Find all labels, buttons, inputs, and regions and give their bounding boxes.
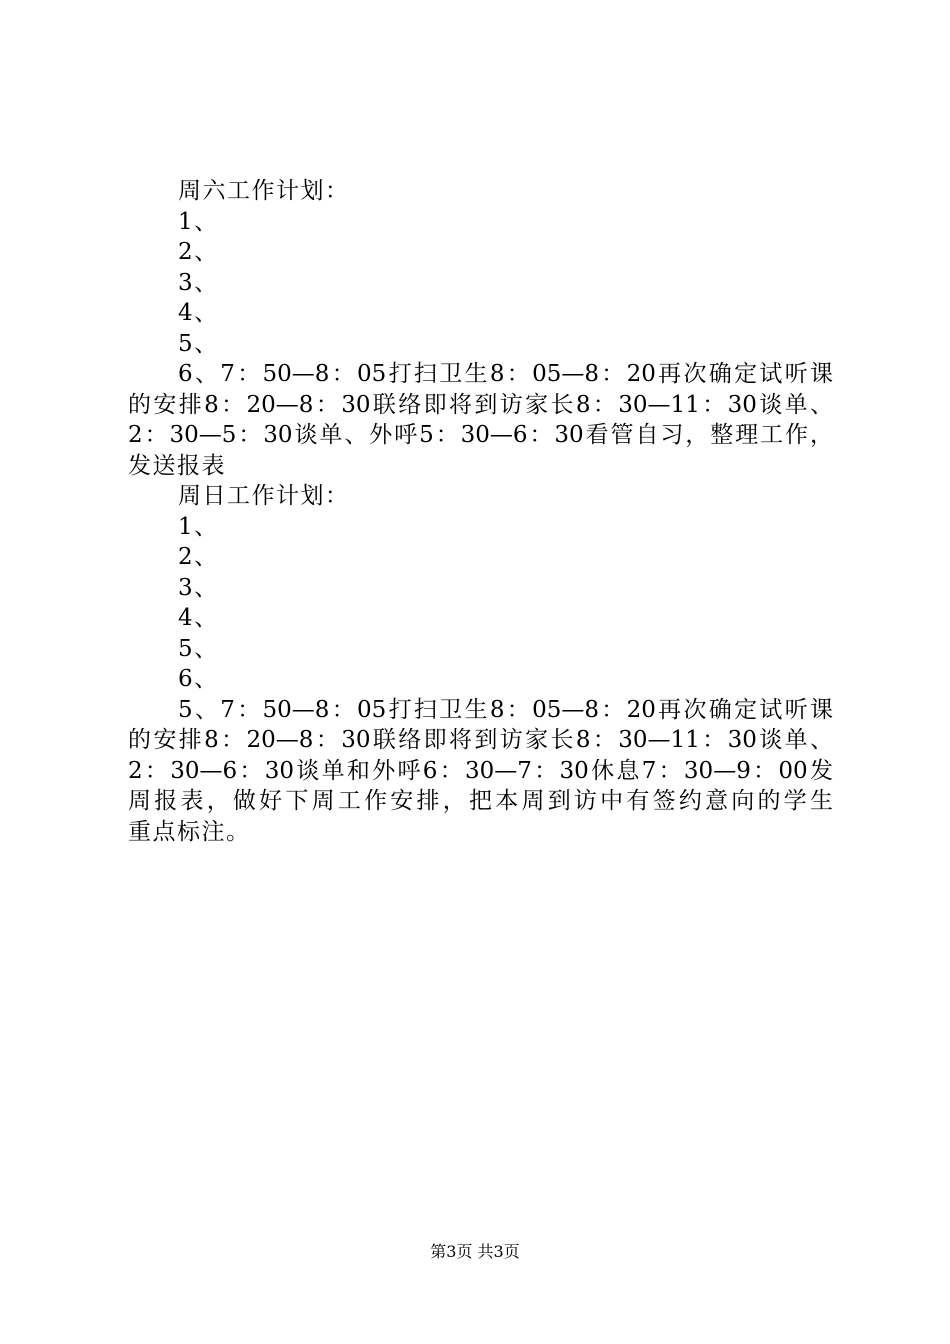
schedule-line: 的安排8：20—8：30联络即将到访家长8：30—11：30谈单、	[128, 727, 833, 753]
list-item: 5、	[178, 635, 219, 662]
list-item: 1、	[178, 513, 219, 540]
list-item: 4、	[178, 300, 219, 326]
schedule-line: 重点标注。	[128, 818, 251, 845]
list-item: 2、	[178, 239, 219, 265]
schedule-line: 5、7：50—8：05打扫卫生8：05—8：20再次确定试听课	[178, 696, 833, 723]
list-item: 3、	[178, 269, 219, 296]
page-footer: 第3页 共3页	[430, 1242, 520, 1261]
list-item: 1、	[178, 208, 219, 235]
schedule-line: 的安排8：20—8：30联络即将到访家长8：30—11：30谈单、	[128, 391, 833, 418]
list-item: 4、	[178, 605, 219, 631]
list-item: 3、	[178, 574, 219, 601]
list-item: 2、	[178, 544, 219, 570]
section-heading: 周日工作计划：	[178, 483, 350, 509]
schedule-line: 周报表，做好下周工作安排，把本周到访中有签约意向的学生	[128, 788, 833, 814]
schedule-line: 2：30—6：30谈单和外呼6：30—7：30休息7：30—9：00发	[128, 757, 833, 784]
list-item: 6、	[178, 666, 219, 692]
schedule-line: 发送报表	[128, 452, 226, 479]
list-item: 5、	[178, 330, 219, 357]
section-heading: 周六工作计划：	[178, 178, 350, 204]
schedule-line: 2：30—5：30谈单、外呼5：30—6：30看管自习，整理工作，	[128, 422, 833, 448]
schedule-line: 6、7：50—8：05打扫卫生8：05—8：20再次确定试听课	[178, 361, 833, 387]
document-body	[128, 176, 833, 847]
